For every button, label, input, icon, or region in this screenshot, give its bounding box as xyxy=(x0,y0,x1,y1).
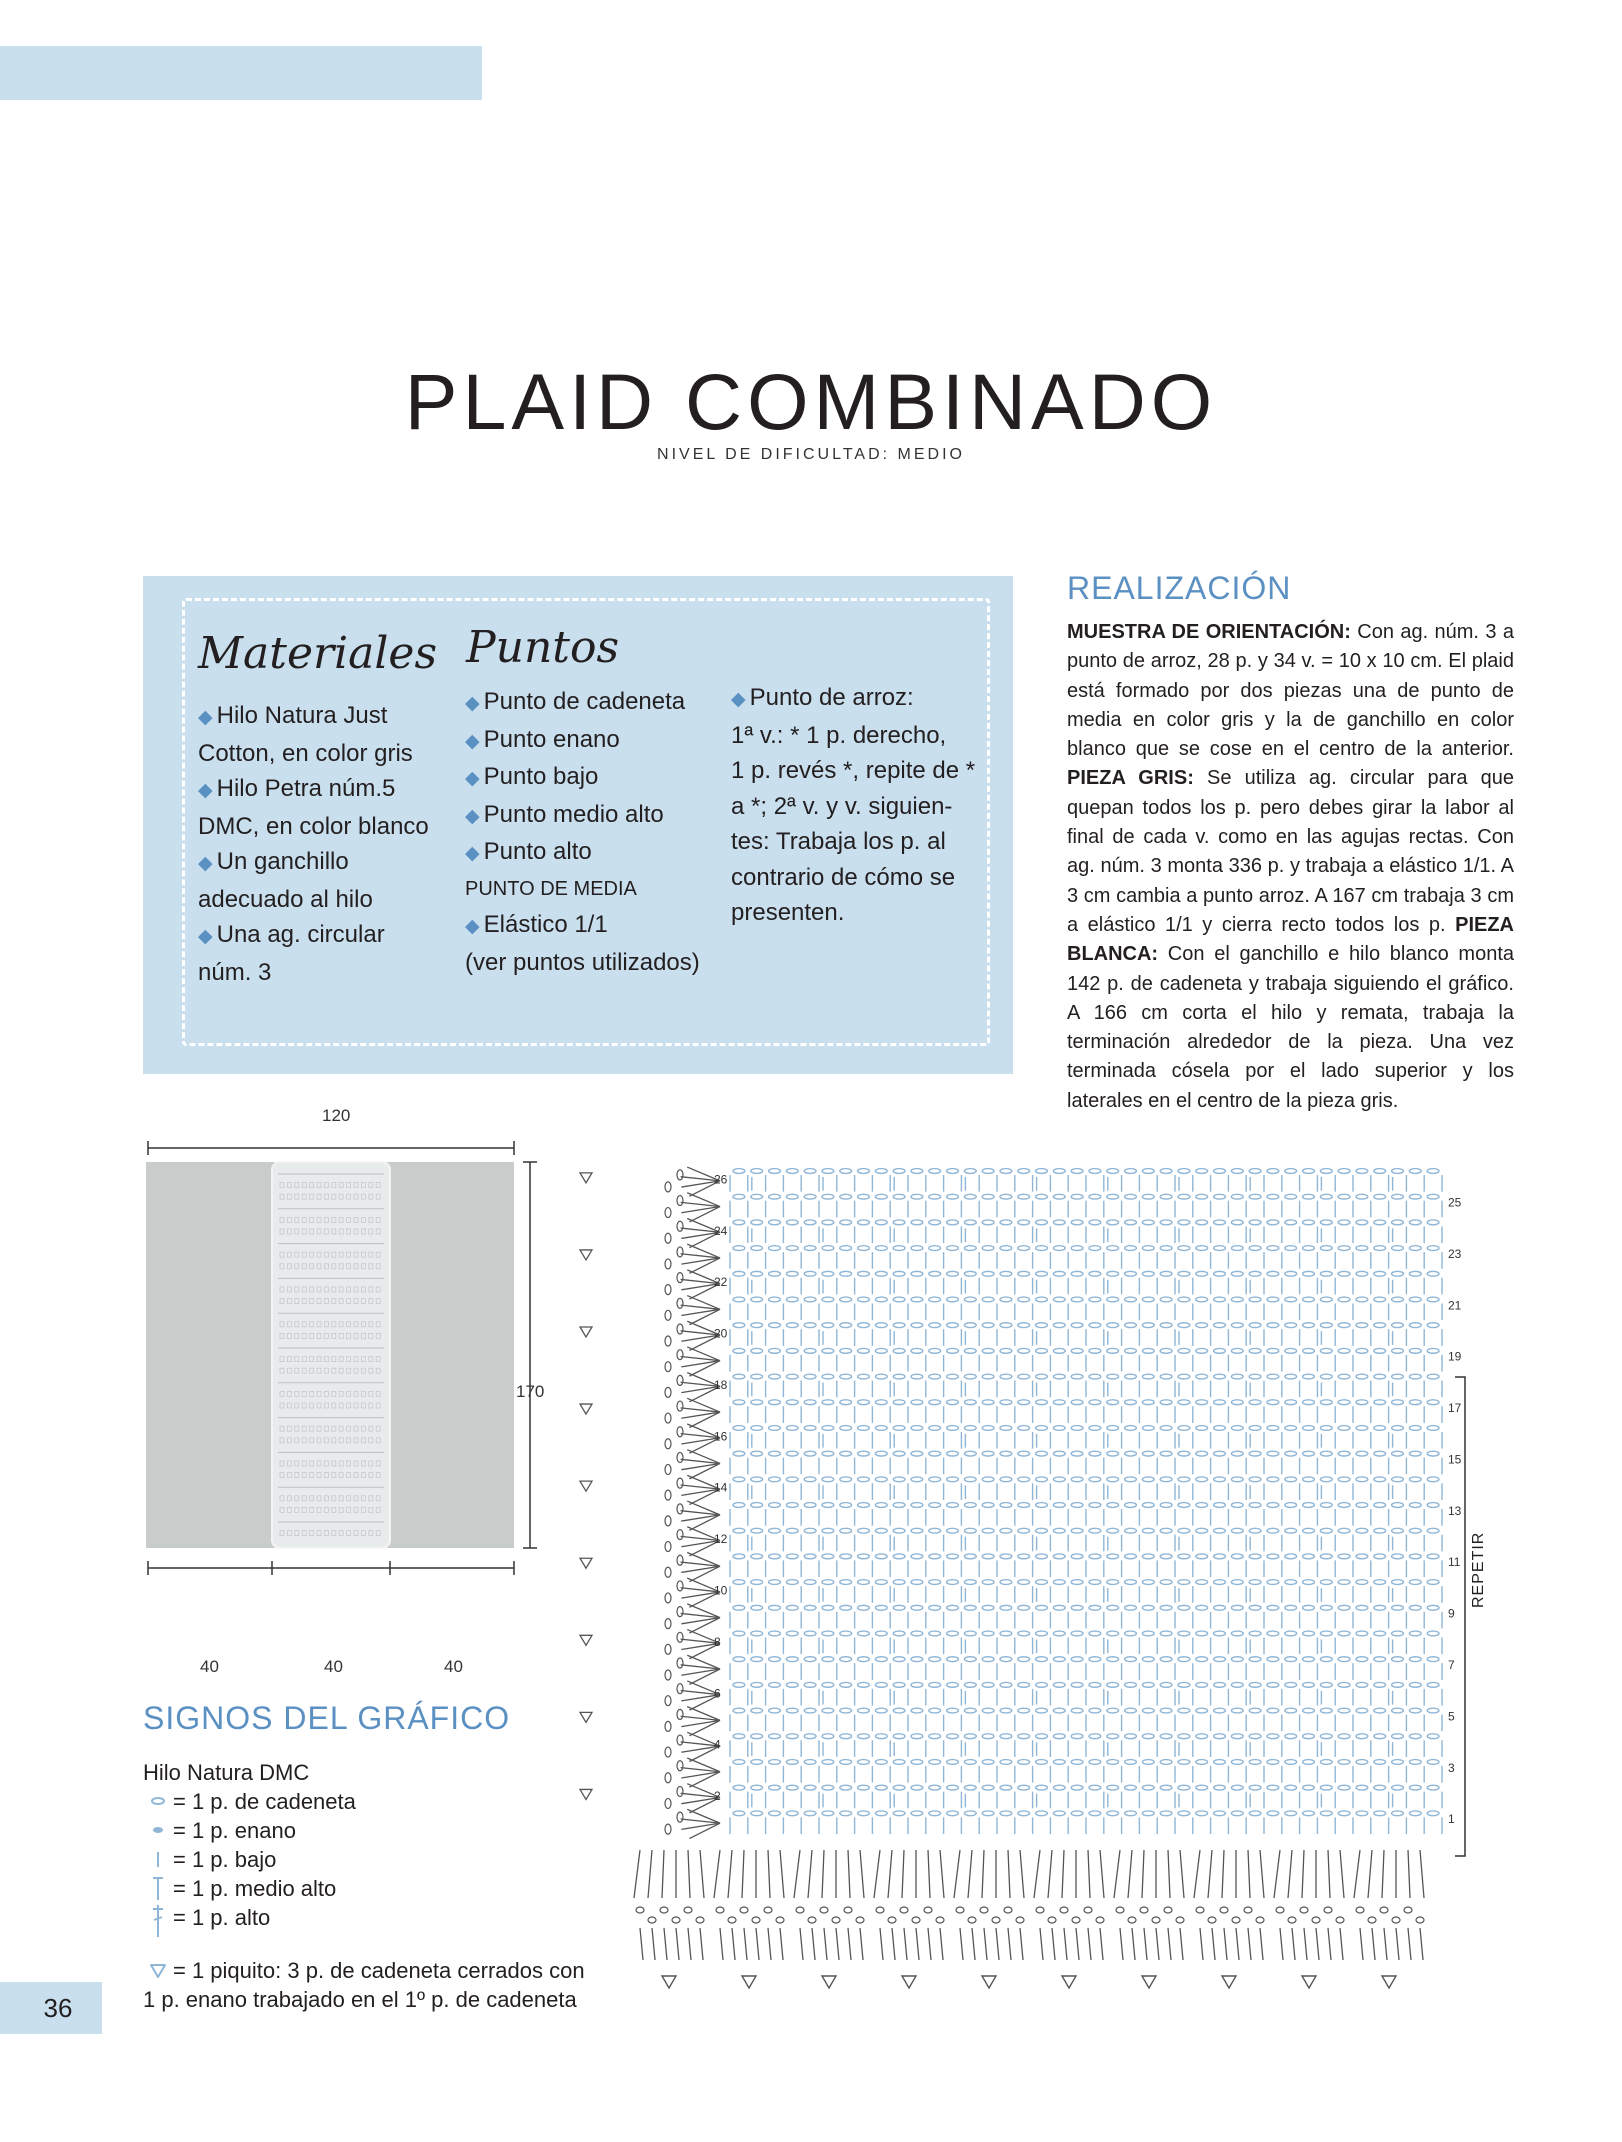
row-number: 14 xyxy=(714,1480,728,1495)
list-item: ◆ Punto alto xyxy=(465,838,592,865)
list-item: PUNTO DE MEDIA xyxy=(465,877,637,900)
right-row-numbers xyxy=(1448,1196,1462,1827)
double-crochet-icon xyxy=(147,1903,169,1932)
row-number: 19 xyxy=(1448,1349,1462,1364)
legend-item: = 1 p. bajo xyxy=(143,1845,585,1874)
row-number: 11 xyxy=(1448,1555,1461,1570)
realizacion-heading: REALIZACIÓN xyxy=(1067,570,1292,606)
row-number: 7 xyxy=(1448,1658,1455,1672)
chain-stitch-icon xyxy=(147,1787,169,1816)
symbol-legend: Hilo Natura DMC = 1 p. de cadeneta = 1 p. enano = 1 p. bajo = 1 p. medio alto = 1 p. alto = 1 piquito: 3 p. de cadeneta cerrados con 1 p. enano trabajado en el 1º p. de cadeneta xyxy=(143,1760,585,2012)
row-number: 15 xyxy=(1448,1452,1462,1467)
list-item: ◆ Punto medio alto xyxy=(465,800,664,828)
difficulty-level: NIVEL DE DIFICULTAD: MEDIO xyxy=(657,446,965,463)
list-item: ◆ Punto enano xyxy=(465,725,620,753)
list-item: DMC, en color blanco xyxy=(198,812,429,840)
signos-heading: SIGNOS DEL GRÁFICO xyxy=(143,1700,511,1736)
row-number: 20 xyxy=(714,1326,728,1341)
repeat-label: REPETIR xyxy=(1470,1531,1487,1608)
list-item: ◆ Una ag. circular xyxy=(198,921,385,948)
row-number: 10 xyxy=(714,1583,728,1598)
row-number: 23 xyxy=(1448,1246,1462,1261)
bottom-label-center: 40 xyxy=(324,1657,343,1676)
page-number: 36 xyxy=(43,1993,73,2023)
plaid-schematic xyxy=(146,1134,514,1654)
row-number: 2 xyxy=(714,1789,721,1804)
row-number: 21 xyxy=(1448,1298,1462,1313)
bottom-label-right: 40 xyxy=(444,1657,463,1676)
legend-item: = 1 p. enano xyxy=(143,1816,585,1845)
row-number: 9 xyxy=(1448,1606,1455,1621)
row-number: 5 xyxy=(1448,1709,1455,1724)
row-number: 17 xyxy=(1448,1401,1462,1416)
height-label: 170 xyxy=(516,1382,545,1401)
row-number: 16 xyxy=(714,1429,728,1444)
row-number: 4 xyxy=(714,1737,721,1752)
list-item: núm. 3 xyxy=(198,958,272,986)
half-double-crochet-icon xyxy=(147,1874,169,1903)
page-title: PLAID COMBINADO xyxy=(404,357,1218,446)
legend-item: = 1 p. medio alto xyxy=(143,1874,585,1903)
row-number: 6 xyxy=(714,1686,721,1701)
legend-item: = 1 p. alto xyxy=(143,1903,585,1932)
puntos-heading: Puntos xyxy=(466,622,620,673)
row-number: 25 xyxy=(1448,1195,1462,1210)
slip-stitch-icon xyxy=(147,1816,169,1845)
punto-arroz-description: ◆ Punto de arroz: 1ª v.: * 1 p. derecho, 1 p. revés *, repite de * a *; 2ª v. y v. siguien- tes: Trabaja los p. al contrario de cómo se presenten. xyxy=(731,680,975,931)
bottom-label-left: 40 xyxy=(200,1657,219,1676)
list-item: ◆ Hilo Petra núm.5 xyxy=(198,775,396,802)
row-number: 26 xyxy=(714,1172,728,1187)
single-crochet-icon xyxy=(147,1845,169,1874)
list-item: ◆ Punto bajo xyxy=(465,763,599,790)
list-item: ◆ Punto de arroz: xyxy=(731,684,914,711)
row-number: 24 xyxy=(714,1223,728,1238)
row-number: 13 xyxy=(1448,1503,1462,1518)
width-label: 120 xyxy=(318,1106,354,1126)
legend-item: = 1 piquito: 3 p. de cadeneta cerrados con xyxy=(143,1956,585,1985)
legend-yarn: Hilo Natura DMC xyxy=(143,1760,310,1785)
row-number: 3 xyxy=(1448,1760,1455,1775)
list-item: adecuado al hilo xyxy=(198,885,373,913)
row-number: 1 xyxy=(1448,1812,1455,1827)
row-number: 22 xyxy=(714,1275,728,1290)
list-item: ◆ Elástico 1/1 xyxy=(465,911,608,938)
left-row-numbers xyxy=(714,1172,728,1803)
header-color-band xyxy=(0,46,482,100)
realizacion-text: MUESTRA DE ORIENTACIÓN: Con ag. núm. 3 a punto de arroz, 28 p. y 34 v. = 10 x 10 cm. El plaid está formado por dos piezas una de punto de media en color gris y la de ganchillo en color blanco que se cose en el centro de la anterior. PIEZA GRIS: Se utiliza ag. circular para que quepan todos los p. pero debes girar la labor al final de cada v. como en las agujas rectas. Con ag. núm. 3 monta 336 p. y trabaja a elástico 1/1. A 3 cm cambia a punto arroz. A 167 cm trabaja 3 cm a elástico 1/1 y cierra recto todos los p. PIEZA BLANCA: Con el ganchillo e hilo blanco monta 142 p. de cadeneta y trabaja siguiendo el gráfico. A 166 cm corta el hilo y remata, trabaja la terminación alrededor de la pieza. Una vez terminada cósela por el lado superior y los laterales en el centro de la pieza gris. xyxy=(1067,621,1514,1112)
list-item: ◆ Punto de cadeneta xyxy=(465,688,686,715)
row-number: 12 xyxy=(714,1532,728,1547)
legend-item: = 1 p. de cadeneta xyxy=(143,1787,585,1816)
list-item: ◆ Un ganchillo xyxy=(198,848,349,875)
list-item: Cotton, en color gris xyxy=(198,739,413,767)
white-crochet-panel xyxy=(272,1162,390,1548)
picot-icon xyxy=(147,1956,169,1985)
materiales-list xyxy=(198,698,429,990)
materiales-heading: Materiales xyxy=(198,628,438,679)
crochet-chart xyxy=(580,1150,1460,2002)
puntos-list xyxy=(465,684,700,980)
list-item: ◆ Hilo Natura Just xyxy=(198,702,388,729)
list-item: (ver puntos utilizados) xyxy=(465,948,700,976)
row-number: 8 xyxy=(714,1634,721,1649)
row-number: 18 xyxy=(714,1377,728,1392)
